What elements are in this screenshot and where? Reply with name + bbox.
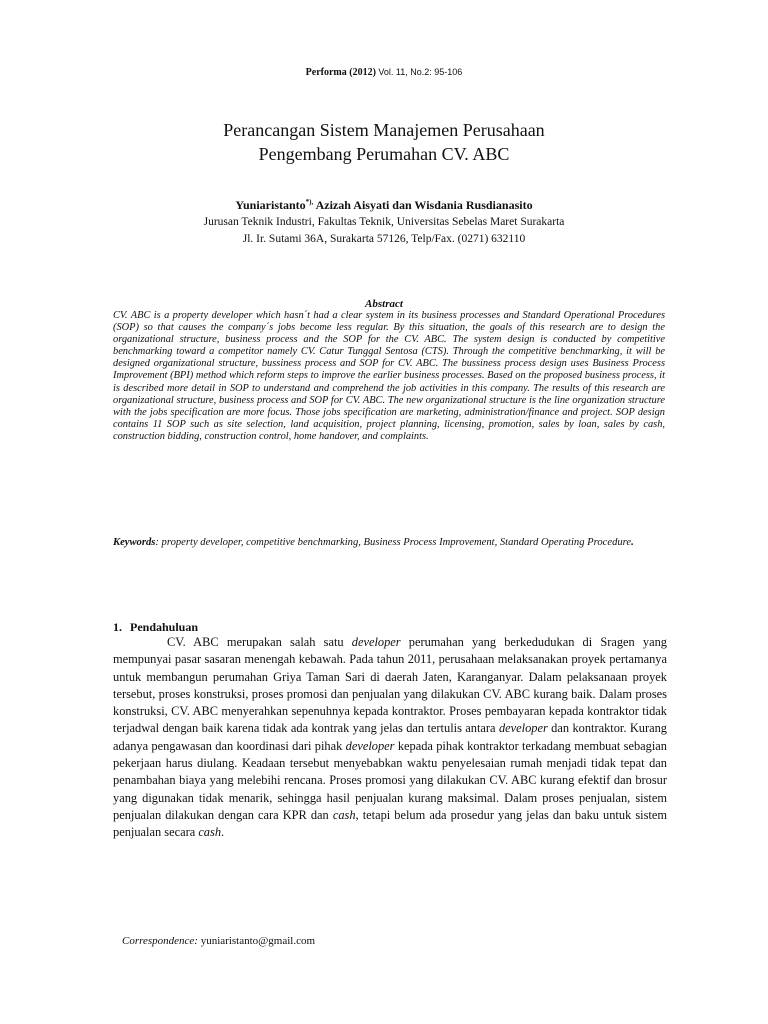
- body-emphasis: cash: [332, 807, 356, 822]
- body-segment: dan kontraktor. Kurang adanya pengawasan dan koordinasi dari pihak: [113, 721, 668, 753]
- section-body: [113, 634, 667, 842]
- body-emphasis: cash: [198, 825, 222, 840]
- section-title: Pendahuluan: [130, 620, 199, 634]
- abstract-body: CV. ABC is a property developer which hasn´t had a clear system in its business processes and Standard Operational Procedures (SOP) so that causes the company´s jobs become less regular. By this situation, the goals of this research are to design the organizational structure, business process and the SOP for the CV. ABC. The system design is conducted by competitive benchmarking toward a competitor namely CV. Catur Tunggal Sentosa (CTS). Through the competitive benchmarking, it will be designed organizational structure, bussiness process and SOP for CV. ABC. The bussiness process design uses Business Process Improvement (BPI) method which reform steps to improve the earlier business processes. Based on the proposed business process, it is described more detail in SOP to understand and comprehend the job activities in this company. The results of this research are organizational structure, business process and SOP for CV. ABC. The new organizational structure is the line organization structure with the jobs specification are more focus. Those jobs specification are marketing, administration/finance and project. SOP design contains 11 SOP such as site selection, land acquisition, project planning, licensing, promotion, sales by loan, sales by cash, construction bidding, construction control, home handover, and complaints.: [113, 310, 665, 442]
- title-line-2: Pengembang Perumahan CV. ABC: [258, 144, 510, 164]
- affiliation-line-1: Jurusan Teknik Industri, Fakultas Teknik, Universitas Sebelas Maret Surakarta: [203, 216, 565, 228]
- abstract-heading: Abstract: [365, 298, 403, 310]
- keywords-label: Keywords: [113, 537, 156, 548]
- body-segment: perumahan yang berkedudukan di Sragen yang mempunyai pasar sasaran menengah kebawah. Pada tahun 2011, perusahaan melaksanakan proyek pertamanya untuk membangun perumahan Griya Taman Sari di daerah Jaten, Karanganyar. Dalam pelaksanaan proyek tersebut, proses konstruksi, proses promosi dan penjualan yang dilakukan CV. ABC kurang baik. Dalam proses konstruksi, CV. ABC menyerahkan sepenuhnya kepada kontraktor. Proses pembayaran kepada kontraktor tidak terjadwal dengan baik karena tidak ada kontrak yang jelas dan tertulis antara: [113, 635, 667, 736]
- correspondence-label: Correspondence:: [122, 935, 198, 947]
- body-segment: CV. ABC merupakan salah satu: [167, 635, 352, 649]
- author-list: [80, 195, 688, 213]
- author-others: Azizah Aisyati dan Wisdania Rusdianasito: [315, 198, 533, 212]
- section-heading: [113, 620, 198, 635]
- keywords-text: : property developer, competitive benchmarking, Business Process Improvement, Standard Operating Procedure: [155, 537, 632, 548]
- body-emphasis: developer: [345, 738, 395, 753]
- body-segment: .: [221, 825, 225, 840]
- correspondence-email[interactable]: yuniaristanto@gmail.com: [200, 935, 316, 947]
- keywords: [113, 536, 665, 549]
- section-number: 1.: [113, 620, 122, 634]
- title-line-1: Perancangan Sistem Manajemen Perusahaan: [223, 120, 545, 140]
- keywords-end: .: [631, 537, 634, 548]
- journal-header: [0, 66, 768, 79]
- author-primary: Yuniaristanto: [235, 198, 306, 212]
- affiliation-line-2: Jl. Ir. Sutami 36A, Surakarta 57126, Telp/Fax. (0271) 632110: [242, 233, 526, 245]
- body-segment: , tetapi belum ada prosedur yang jelas dan baku untuk sistem penjualan secara: [113, 807, 667, 840]
- body-emphasis: developer: [498, 721, 548, 736]
- body-emphasis: developer: [351, 635, 401, 649]
- journal-name: Performa (2012): [305, 67, 376, 78]
- corresponding-marker: *),: [305, 198, 314, 206]
- journal-volume: Vol. 11, No.2: 95-106: [378, 67, 463, 77]
- body-segment: kepada pihak kontraktor terkadang membuat sebagian pekerjaan harus diulang. Keadaan tersebut menyebabkan waktu penyelesaian rumah menjadi tidak tepat dan penambahan biaya yang melebihi rencana. Proses promosi yang dilakukan CV. ABC kurang efektif dan brosur yang digunakan tidak menarik, sehingga hasil penjualan kurang maksimal. Dalam proses penjualan, sistem penjualan dilakukan dengan cara KPR dan: [113, 738, 668, 822]
- paper-title: [80, 118, 688, 166]
- correspondence: [122, 934, 315, 948]
